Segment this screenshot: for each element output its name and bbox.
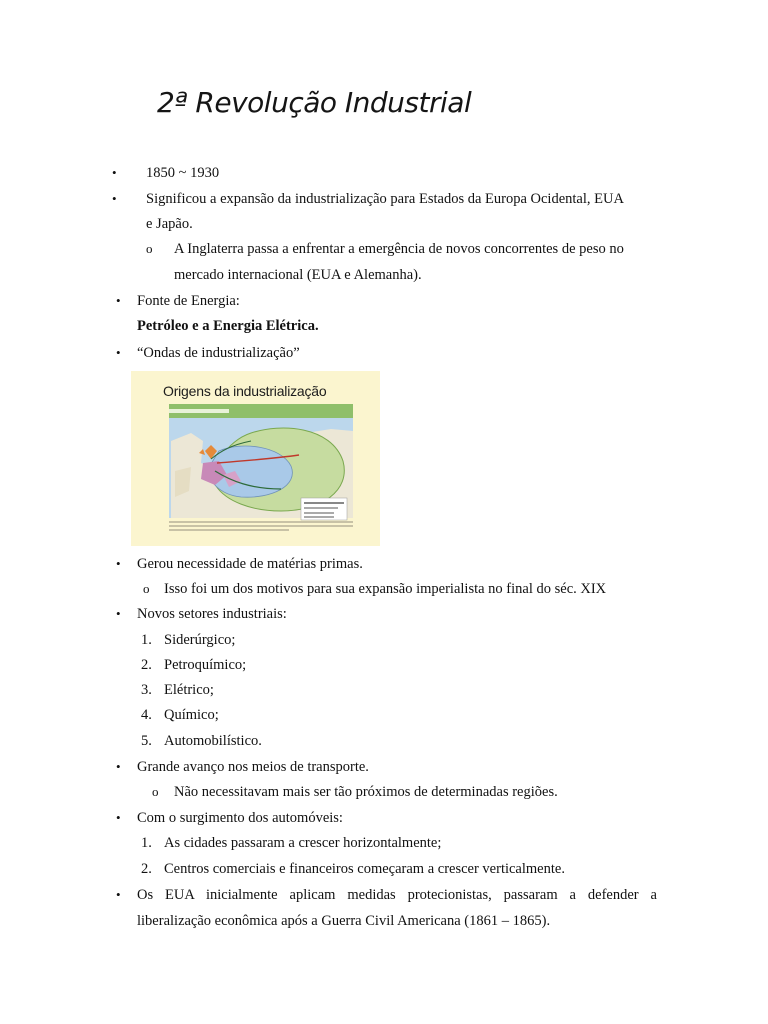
sub-item-england-line1: A Inglaterra passa a enfrentar a emergência de novos concorrentes de peso no <box>174 241 624 257</box>
list-item-expansion-line2: e Japão. <box>146 216 193 232</box>
cars-item: As cidades passaram a crescer horizontalmente; <box>164 835 442 851</box>
numbered-marker: 3. <box>141 682 152 698</box>
bullet-dot: • <box>112 191 117 206</box>
bullet-dot: • <box>116 293 121 308</box>
list-item-dates: 1850 ~ 1930 <box>146 165 220 181</box>
bullet-dot: • <box>112 165 117 180</box>
bullet-dot: • <box>116 810 121 825</box>
numbered-marker: 2. <box>141 861 152 877</box>
bullet-dot: • <box>116 345 121 360</box>
numbered-marker: 5. <box>141 733 152 749</box>
bullet-dot: • <box>116 606 121 621</box>
industrialization-map <box>131 371 380 546</box>
sector-item: Siderúrgico; <box>164 632 236 648</box>
sub-item-transport: Não necessitavam mais ser tão próximos de determinadas regiões. <box>174 784 558 800</box>
bullet-dot: • <box>116 759 121 774</box>
numbered-marker: 4. <box>141 707 152 723</box>
cars-item: Centros comerciais e financeiros começaram a crescer verticalmente. <box>164 861 565 877</box>
sector-item: Petroquímico; <box>164 657 247 673</box>
list-item-raw-materials: Gerou necessidade de matérias primas. <box>137 556 363 572</box>
page-title: 2ª Revolução Industrial <box>157 86 472 119</box>
list-item-waves: “Ondas de industrialização” <box>137 345 300 361</box>
numbered-marker: 1. <box>141 835 152 851</box>
numbered-marker: 1. <box>141 632 152 648</box>
sector-item: Químico; <box>164 707 219 723</box>
list-item-transport: Grande avanço nos meios de transporte. <box>137 759 369 775</box>
sub-item-england-line2: mercado internacional (EUA e Alemanha). <box>174 267 422 283</box>
map-title: Origens da industrialização <box>163 383 327 399</box>
list-item-cars: Com o surgimento dos automóveis: <box>137 810 343 826</box>
bullet-dot: • <box>116 887 121 902</box>
list-item-energy-value: Petróleo e a Energia Elétrica. <box>137 318 319 334</box>
list-item-energy-label: Fonte de Energia: <box>137 293 240 309</box>
sub-bullet-circle: o <box>152 784 159 799</box>
sector-item: Elétrico; <box>164 682 214 698</box>
bullet-dot: • <box>116 556 121 571</box>
numbered-marker: 2. <box>141 657 152 673</box>
sector-item: Automobilístico. <box>164 733 262 749</box>
list-item-expansion-line1: Significou a expansão da industrialização para Estados da Europa Ocidental, EUA <box>146 191 624 207</box>
list-item-usa-line1: Os EUA inicialmente aplicam medidas protecionistas, passaram a defender a <box>137 887 657 903</box>
sub-item-imperialism: Isso foi um dos motivos para sua expansão imperialista no final do séc. XIX <box>164 581 607 597</box>
list-item-usa-line2: liberalização econômica após a Guerra Civil Americana (1861 – 1865). <box>137 913 551 929</box>
list-item-sectors-label: Novos setores industriais: <box>137 606 287 622</box>
sub-bullet-circle: o <box>143 581 150 596</box>
sub-bullet-circle: o <box>146 241 153 256</box>
